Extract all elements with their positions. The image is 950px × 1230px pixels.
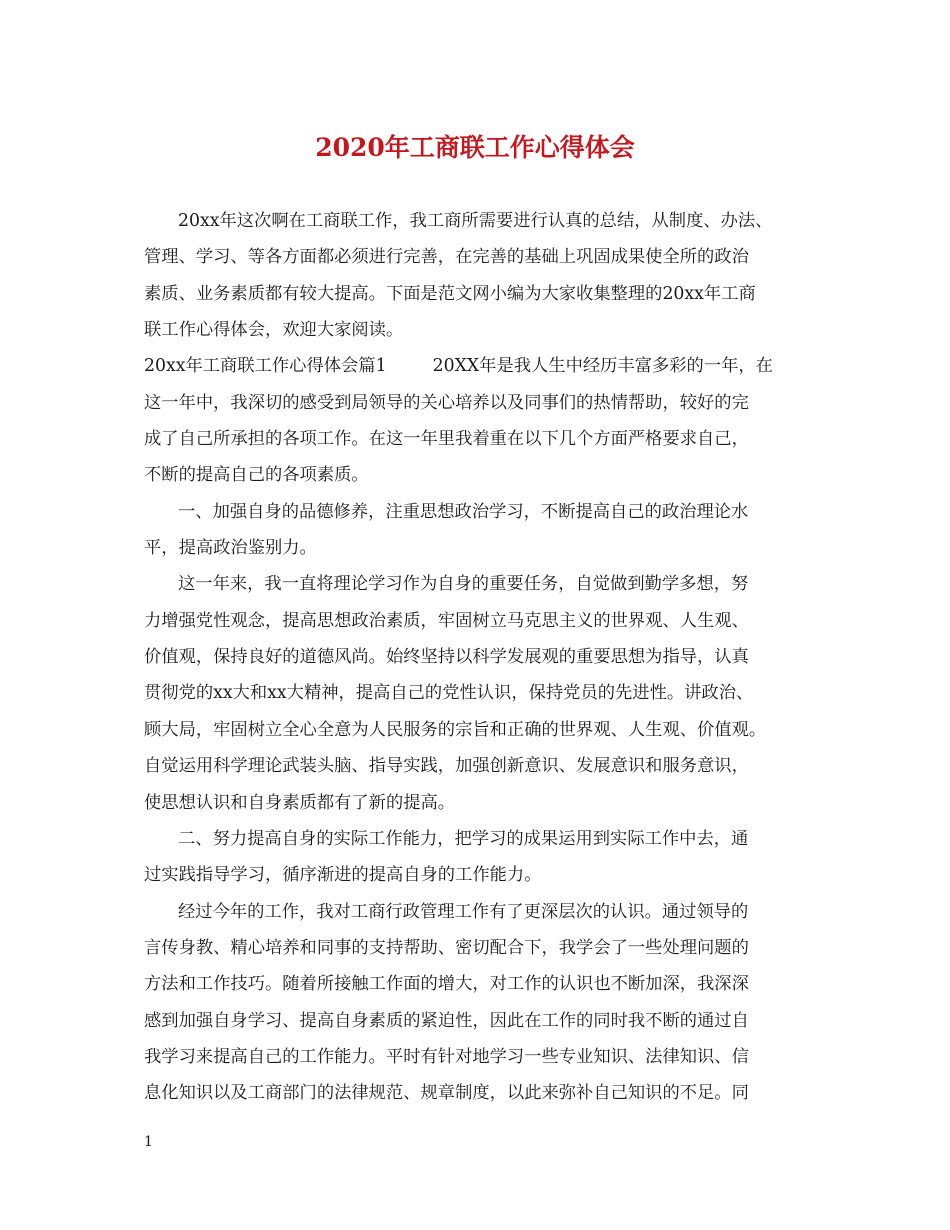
- text-line: 这一年中，我深切的感受到局领导的关心培养以及同事们的热情帮助，较好的完: [144, 392, 749, 413]
- document-body: [144, 203, 812, 1112]
- text-line: 经过今年的工作，我对工商行政管理工作有了更深层次的认识。通过领导的: [178, 901, 749, 922]
- text-line: 息化知识以及工商部门的法律规范、规章制度，以此来弥补自己知识的不足。同: [144, 1083, 749, 1104]
- text-line: 平，提高政治鉴别力。: [144, 538, 317, 559]
- text-line: 力增强党性观念，提高思想政治素质，牢固树立马克思主义的世界观、人生观、: [144, 610, 749, 631]
- page-number: 1: [144, 1134, 153, 1150]
- text-line: 自觉运用科学理论武装头脑、指导实践，加强创新意识、发展意识和服务意识，: [144, 756, 749, 777]
- text-line: 二、努力提高自身的实际工作能力，把学习的成果运用到实际工作中去，通: [178, 828, 749, 849]
- text-line: 言传身教、精心培养和同事的支持帮助、密切配合下，我学会了一些处理问题的: [144, 937, 749, 958]
- text-line: 一、加强自身的品德修养，注重思想政治学习，不断提高自己的政治理论水: [178, 501, 749, 522]
- text-line: 过实践指导学习，循序渐进的提高自身的工作能力。: [144, 865, 542, 886]
- text-line: 使思想认识和自身素质都有了新的提高。: [144, 792, 456, 813]
- text-line: 20xx年这次啊在工商联工作，我工商所需要进行认真的总结，从制度、办法、: [178, 211, 773, 231]
- text-fragment: 20XX年是我人生中经历丰富多彩的一年，在: [432, 356, 773, 377]
- text-line: 不断的提高自己的各项素质。: [144, 465, 369, 486]
- document-title: 2020年工商联工作心得体会: [315, 133, 635, 162]
- text-line: 这一年来，我一直将理论学习作为自身的重要任务，自觉做到勤学多想，努: [178, 574, 749, 595]
- text-line: 方法和工作技巧。随着所接触工作面的增大，对工作的认识也不断加深，我深深: [144, 974, 749, 995]
- section-heading: 20xx年工商联工作心得体会篇1: [144, 356, 387, 377]
- text-line: 联工作心得体会，欢迎大家阅读。: [144, 320, 404, 341]
- text-line: 顾大局，牢固树立全心全意为人民服务的宗旨和正确的世界观、人生观、价值观。: [144, 719, 767, 740]
- text-line: 感到加强自身学习、提高自身素质的紧迫性，因此在工作的同时我不断的通过自: [144, 1010, 749, 1031]
- text-line: 我学习来提高自己的工作能力。平时有针对地学习一些专业知识、法律知识、信: [144, 1046, 749, 1067]
- text-line: 贯彻党的xx大和xx大精神，提高自己的党性认识，保持党员的先进性。讲政治、: [144, 683, 754, 704]
- text-line: 素质、业务素质都有较大提高。下面是范文网小编为大家收集整理的20xx年工商: [144, 283, 756, 304]
- text-line: 成了自己所承担的各项工作。在这一年里我着重在以下几个方面严格要求自己，: [144, 429, 749, 450]
- text-line: 价值观，保持良好的道德风尚。始终坚持以科学发展观的重要思想为指导，认真: [144, 647, 749, 668]
- section-heading-line: [144, 348, 812, 384]
- text-line: 管理、学习、等各方面都必须进行完善，在完善的基础上巩固成果使全所的政治: [144, 247, 749, 268]
